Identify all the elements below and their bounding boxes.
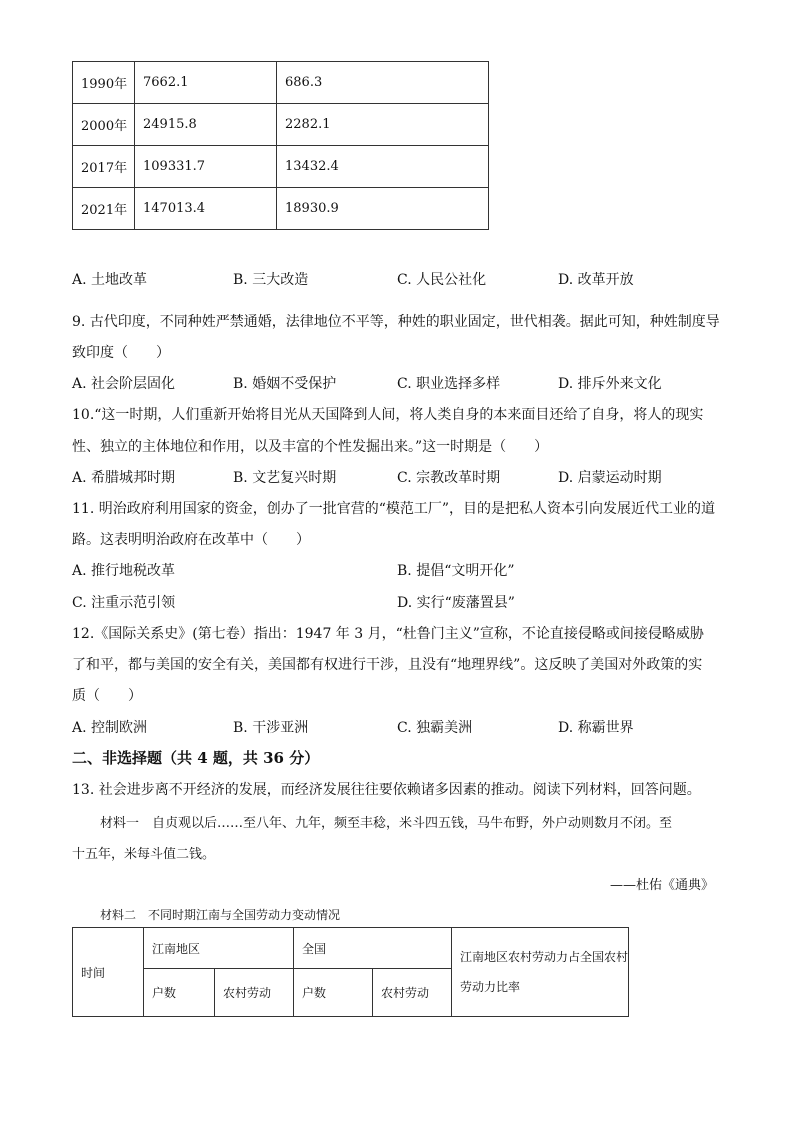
- q8-option-c[interactable]: C. 人民公社化: [397, 272, 487, 288]
- table-cell: 7662.1: [135, 62, 277, 104]
- table-cell: 2017年: [73, 146, 135, 188]
- q10-line1: 10.“这一时期，人们重新开始将目光从天国降到人间，将人类自身的本来面目还给了自身，将人的现实: [72, 407, 704, 423]
- q10-line2: 性、独立的主体地位和作用，以及丰富的个性发掘出来。”这一时期是（ ）: [72, 439, 549, 455]
- q11-line2: 路。这表明明治政府在改革中（ ）: [72, 532, 310, 548]
- material2-title: 材料二 不同时期江南与全国劳动力变动情况: [100, 908, 341, 922]
- q9-line1: 9. 古代印度，不同种姓严禁通婚，法律地位不平等，种姓的职业固定，世代相袭。据此可知，种姓制度导: [72, 314, 720, 330]
- q10-option-c[interactable]: C. 宗教改革时期: [397, 470, 501, 486]
- header-national: 全国: [294, 928, 452, 969]
- table-cell: 1990年: [73, 62, 135, 104]
- q10-option-b[interactable]: B. 文艺复兴时期: [233, 470, 337, 486]
- header-rural-labor-jiangnan: 农村劳动: [215, 969, 294, 1017]
- table-row: [73, 188, 489, 230]
- table-cell: 147013.4: [135, 188, 277, 230]
- table-cell: 686.3: [277, 62, 489, 104]
- q9-line2: 致印度（ ）: [72, 345, 170, 361]
- header-time: 时间: [73, 928, 144, 1017]
- q12-option-c[interactable]: C. 独霸美洲: [397, 720, 473, 736]
- q10-option-a[interactable]: A. 希腊城邦时期: [72, 470, 176, 486]
- data-table: [72, 61, 489, 230]
- header-rural-labor-national: 农村劳动: [373, 969, 452, 1017]
- table-cell: 2021年: [73, 188, 135, 230]
- q8-option-b[interactable]: B. 三大改造: [233, 272, 309, 288]
- table-cell: 2000年: [73, 104, 135, 146]
- table-cell: 18930.9: [277, 188, 489, 230]
- labor-table: [72, 927, 629, 1017]
- q8-option-d[interactable]: D. 改革开放: [558, 272, 634, 288]
- material1-line2: 十五年，米每斗值二钱。: [72, 847, 216, 862]
- q9-option-c[interactable]: C. 职业选择多样: [397, 376, 501, 392]
- q13-intro: 13. 社会进步离不开经济的发展，而经济发展往往要依赖诸多因素的推动。阅读下列材料，回答问题。: [72, 782, 701, 798]
- q12-line2: 了和平，都与美国的安全有关，美国都有权进行干涉，且没有“地理界线”。这反映了美国对外政策的实: [72, 657, 703, 673]
- q12-option-a[interactable]: A. 控制欧洲: [72, 720, 148, 736]
- q10-option-d[interactable]: D. 启蒙运动时期: [558, 470, 662, 486]
- header-households-jiangnan: 户数: [144, 969, 215, 1017]
- table-cell: 13432.4: [277, 146, 489, 188]
- table-cell: 2282.1: [277, 104, 489, 146]
- header-ratio: 江南地区农村劳动力占全国农村劳动力比率: [452, 928, 629, 1017]
- table-row: [73, 62, 489, 104]
- table-row: [73, 146, 489, 188]
- q9-option-d[interactable]: D. 排斥外来文化: [558, 376, 662, 392]
- q11-option-b[interactable]: B. 提倡“文明开化”: [397, 563, 515, 579]
- header-households-national: 户数: [294, 969, 373, 1017]
- q12-line1: 12.《国际关系史》(第七卷）指出：1947 年 3 月，“杜鲁门主义”宣称，不论直接侵略或间接侵略威胁: [72, 626, 704, 642]
- q8-option-a[interactable]: A. 土地改革: [72, 272, 148, 288]
- q11-option-d[interactable]: D. 实行“废藩置县”: [397, 595, 515, 611]
- table-cell: 109331.7: [135, 146, 277, 188]
- material1-source: ——杜佑《通典》: [610, 878, 715, 893]
- q12-option-b[interactable]: B. 干涉亚洲: [233, 720, 309, 736]
- q11-option-c[interactable]: C. 注重示范引领: [72, 595, 176, 611]
- q11-line1: 11. 明治政府利用国家的资金，创办了一批官营的“模范工厂”，目的是把私人资本引向发展近代工业的道: [72, 501, 716, 517]
- q11-option-a[interactable]: A. 推行地税改革: [72, 563, 176, 579]
- q12-option-d[interactable]: D. 称霸世界: [558, 720, 634, 736]
- section-title: 二、非选择题（共 4 题，共 36 分）: [72, 749, 320, 767]
- table-cell: 24915.8: [135, 104, 277, 146]
- q12-line3: 质（ ）: [72, 688, 142, 704]
- header-jiangnan: 江南地区: [144, 928, 294, 969]
- table-row: [73, 104, 489, 146]
- q9-option-a[interactable]: A. 社会阶层固化: [72, 376, 176, 392]
- q9-option-b[interactable]: B. 婚姻不受保护: [233, 376, 337, 392]
- material1-line1: 材料一 自贞观以后……至八年、九年，频至丰稔，米斗四五钱，马牛布野，外户动则数月不闭。至: [100, 816, 673, 831]
